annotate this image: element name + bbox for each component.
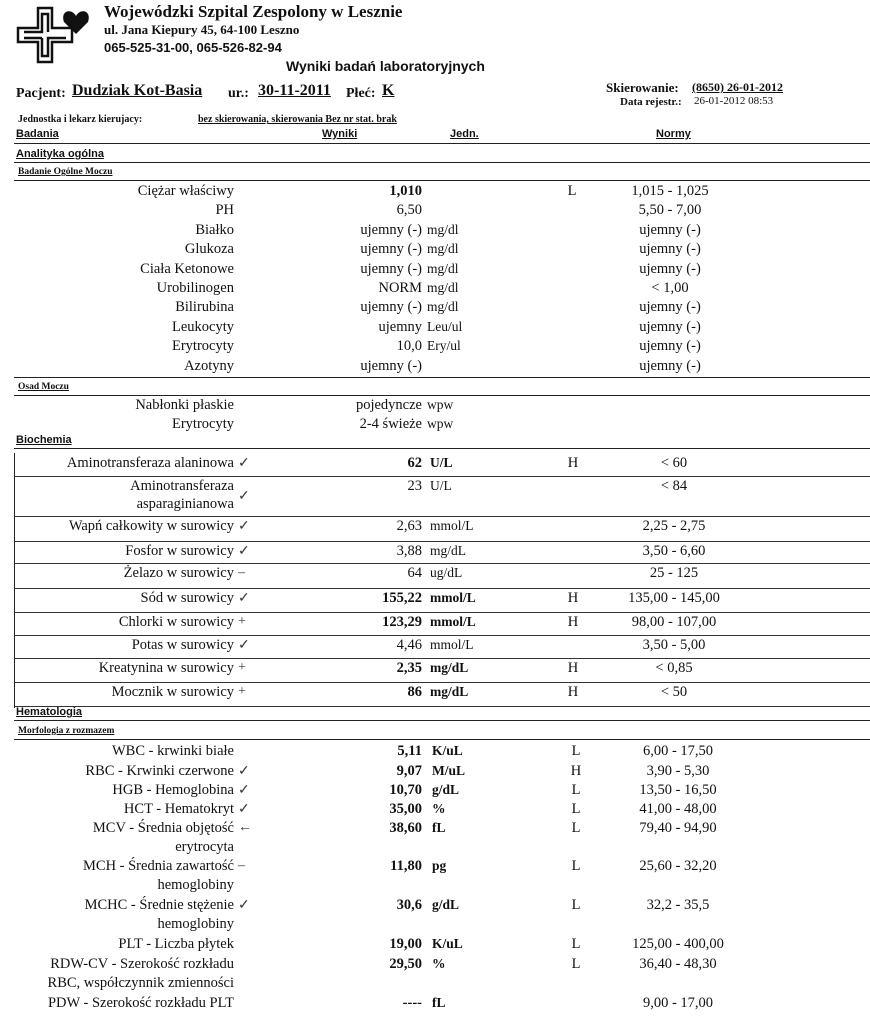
row-divider	[14, 516, 870, 517]
test-name: Ciała Ketonowe	[140, 260, 234, 277]
test-unit: g/dL	[432, 782, 460, 797]
test-flag: H	[567, 614, 579, 630]
test-result: 86	[407, 684, 422, 700]
test-unit: K/uL	[432, 936, 463, 951]
test-norm: 13,50 - 16,50	[639, 782, 717, 798]
test-result: 6,50	[396, 202, 422, 219]
row-divider	[14, 541, 870, 542]
test-name: Glukoza	[184, 241, 234, 258]
test-norm: < 0,85	[655, 660, 693, 676]
test-unit: mmol/L	[430, 518, 474, 533]
test-unit: Ery/ul	[427, 338, 461, 354]
test-result: 1,010	[389, 183, 422, 199]
test-name: Żelazo w surowicy	[123, 565, 234, 581]
test-norm: < 84	[660, 478, 688, 494]
test-name: Białko	[195, 221, 234, 238]
test-norm: 125,00 - 400,00	[632, 936, 724, 952]
test-name: Sód w surowicy	[140, 590, 234, 606]
sediment-row	[0, 397, 870, 416]
test-result: ----	[402, 995, 422, 1011]
urine-row	[0, 299, 870, 318]
test-result: 10,0	[396, 338, 422, 355]
test-norm: < 1,00	[651, 280, 689, 296]
urine-row	[0, 261, 870, 280]
test-name: Erytrocyty	[171, 416, 234, 432]
test-name: Chlorki w surowicy	[118, 614, 234, 630]
test-name-continued: hemoglobiny	[157, 916, 234, 932]
test-unit: U/L	[430, 455, 453, 470]
subsection-urine: Badanie Ogólne Moczu	[18, 167, 113, 177]
test-name: Erytrocyty	[171, 338, 234, 355]
test-norm: ujemny (-)	[639, 260, 701, 277]
column-header-unit: Jedn.	[450, 128, 479, 140]
test-name-continued: asparaginianowa	[136, 496, 234, 512]
test-norm: 79,40 - 94,90	[639, 820, 717, 836]
test-result: 9,07	[396, 763, 422, 779]
handwritten-mark: –	[238, 565, 245, 580]
handwritten-mark: ✓	[238, 898, 250, 913]
test-unit: fL	[432, 820, 446, 835]
test-norm: 5,50 - 7,00	[638, 202, 702, 219]
test-name-continued: RBC, współczynnik zmienności	[47, 975, 234, 991]
handwritten-mark: ✓	[238, 544, 250, 559]
test-flag: L	[567, 183, 577, 199]
test-flag: L	[571, 897, 581, 913]
test-name: MCHC - Średnie stężenie	[84, 897, 234, 913]
test-name: Mocznik w surowicy	[111, 684, 234, 700]
document-title: Wyniki badań laboratoryjnych	[286, 58, 485, 74]
hematology-row	[0, 820, 870, 858]
test-name: Azotyny	[184, 357, 234, 374]
test-unit: mg/dl	[427, 299, 459, 315]
urine-row	[0, 319, 870, 338]
hospital-address: ul. Jana Kiepury 45, 64-100 Leszno	[104, 22, 300, 37]
test-name: PLT - Liczba płytek	[118, 936, 234, 952]
handwritten-mark: ✓	[238, 489, 250, 504]
test-name: PDW - Szerokość rozkładu PLT	[47, 995, 234, 1011]
test-norm: 41,00 - 48,00	[639, 801, 717, 817]
test-name: Nabłonki płaskie	[135, 397, 234, 413]
test-norm: < 60	[660, 455, 688, 471]
handwritten-mark: ✓	[238, 591, 250, 606]
hematology-row	[0, 936, 870, 955]
test-norm: 9,00 - 17,00	[642, 995, 714, 1011]
row-divider	[14, 588, 870, 589]
divider	[14, 448, 870, 449]
test-result: 30,6	[396, 897, 422, 913]
test-norm: 1,015 - 1,025	[631, 183, 709, 199]
test-flag: L	[571, 820, 581, 836]
test-name: Wapń całkowity w surowicy	[68, 518, 234, 534]
biochem-row	[0, 565, 870, 585]
test-norm: 36,40 - 48,30	[639, 956, 717, 972]
test-name: MCV - Średnia objętość	[92, 820, 234, 836]
test-unit: Leu/ul	[427, 318, 463, 334]
urine-row	[0, 202, 870, 221]
test-result: 10,70	[389, 782, 422, 798]
test-unit: mg/dL	[430, 660, 469, 675]
test-unit: fL	[432, 995, 446, 1010]
test-unit: wpw	[427, 416, 454, 431]
divider	[14, 395, 870, 396]
test-result: ujemny (-)	[360, 260, 422, 277]
test-name: RBC - Krwinki czerwone	[85, 763, 234, 779]
test-norm: ujemny (-)	[639, 338, 701, 355]
test-unit: %	[432, 801, 446, 816]
test-result: 62	[407, 455, 422, 471]
section-biochemia: Biochemia	[16, 434, 72, 446]
test-norm: ujemny (-)	[639, 241, 701, 258]
test-unit: mmol/L	[430, 590, 476, 605]
test-name: RDW-CV - Szerokość rozkładu	[50, 956, 234, 972]
ordering-unit-value: bez skierowania, skierowania Bez nr stat. brak	[198, 114, 397, 125]
referral-value: (8650) 26-01-2012	[692, 80, 783, 94]
row-divider	[14, 563, 870, 564]
test-flag: H	[567, 660, 579, 676]
test-name: Leukocyty	[171, 318, 234, 335]
test-name: PH	[215, 202, 234, 219]
row-divider	[14, 658, 870, 659]
handwritten-mark: ✓	[238, 802, 250, 817]
divider	[14, 739, 870, 740]
sex-value: K	[382, 82, 395, 99]
test-unit: mg/dl	[427, 241, 459, 257]
patient-name: Dudziak Kot-Basia	[72, 82, 203, 99]
hematology-row	[0, 782, 870, 801]
test-result: 123,29	[382, 614, 422, 630]
test-unit: mg/dl	[427, 260, 459, 276]
test-flag: H	[567, 590, 579, 606]
referral-label: Skierowanie:	[606, 80, 679, 95]
test-result: 2-4 świeże	[359, 416, 422, 432]
divider	[14, 377, 870, 378]
divider	[14, 143, 870, 144]
biochem-row	[0, 543, 870, 563]
test-result: 11,80	[390, 858, 422, 874]
test-name: Aminotransferaza	[130, 478, 234, 494]
test-name: Urobilinogen	[156, 280, 234, 296]
test-flag: L	[571, 743, 581, 759]
test-norm: 32,2 - 35,5	[646, 897, 710, 913]
sex-label: Płeć:	[346, 86, 376, 101]
subsection-sediment: Osad Moczu	[18, 382, 69, 392]
handwritten-mark: –	[238, 858, 245, 873]
test-norm: 3,90 - 5,30	[646, 763, 710, 779]
row-divider	[14, 612, 870, 613]
test-norm: 2,25 - 2,75	[642, 518, 706, 534]
test-unit: mg/dL	[430, 684, 469, 699]
handwritten-mark: ←	[238, 820, 252, 835]
test-flag: L	[571, 801, 581, 817]
test-name: WBC - krwinki białe	[111, 743, 234, 759]
test-name: Bilirubina	[175, 299, 234, 316]
section-hematologia: Hematologia	[16, 706, 83, 718]
test-result: 2,63	[396, 518, 422, 534]
test-name: Fosfor w surowicy	[125, 543, 234, 559]
hospital-name: Wojewódzki Szpital Zespolony w Lesznie	[104, 2, 403, 21]
handwritten-mark: +	[238, 660, 246, 675]
test-unit: mmol/L	[430, 614, 476, 629]
test-norm: 25 - 125	[649, 565, 699, 581]
hospital-cross-logo-icon	[14, 4, 94, 68]
biochem-row	[0, 637, 870, 657]
test-name: Potas w surowicy	[131, 637, 234, 653]
test-norm: 25,60 - 32,20	[639, 858, 717, 874]
row-divider	[14, 635, 870, 636]
divider	[14, 720, 870, 721]
test-norm: < 50	[660, 684, 688, 700]
test-name: MCH - Średnia zawartość	[83, 858, 234, 874]
biochem-row	[0, 614, 870, 634]
test-unit: g/dL	[432, 897, 460, 912]
test-norm: ujemny (-)	[639, 357, 701, 374]
urine-row	[0, 241, 870, 260]
hematology-row	[0, 897, 870, 935]
biochem-row	[0, 518, 870, 538]
test-norm: ujemny (-)	[639, 221, 701, 238]
handwritten-mark: +	[238, 684, 246, 699]
test-norm: 3,50 - 5,00	[642, 637, 706, 653]
test-unit: mg/dl	[427, 221, 459, 237]
test-unit: wpw	[427, 397, 454, 412]
test-result: 19,00	[389, 936, 422, 952]
test-result: 5,11	[397, 743, 422, 759]
test-unit: %	[432, 956, 446, 971]
test-norm: 3,50 - 6,60	[642, 543, 706, 559]
test-unit: mg/dl	[427, 280, 459, 295]
urine-row	[0, 358, 870, 377]
divider	[14, 180, 870, 181]
hematology-row	[0, 858, 870, 896]
test-unit: pg	[432, 858, 447, 873]
test-flag: L	[571, 858, 581, 874]
hematology-row	[0, 763, 870, 782]
ordering-unit-label: Jednostka i lekarz kierujacy:	[18, 114, 143, 125]
handwritten-mark: ✓	[238, 638, 250, 653]
dob-label: ur.:	[228, 86, 249, 101]
test-norm: 135,00 - 145,00	[628, 590, 720, 606]
test-result: ujemny (-)	[360, 357, 422, 374]
test-unit: M/uL	[432, 763, 466, 778]
test-flag: H	[567, 684, 579, 700]
row-divider	[14, 706, 870, 707]
test-result: 2,35	[396, 660, 422, 676]
hematology-row	[0, 995, 870, 1014]
test-unit: mmol/L	[430, 637, 474, 652]
column-header-norms: Normy	[656, 128, 691, 140]
test-norm: 98,00 - 107,00	[631, 614, 717, 630]
dob-value: 30-11-2011	[258, 82, 331, 99]
urine-row	[0, 222, 870, 241]
test-flag: L	[571, 956, 581, 972]
handwritten-mark: ✓	[238, 456, 250, 471]
test-name: HCT - Hematokryt	[123, 801, 234, 817]
urine-row	[0, 280, 870, 299]
test-result: 23	[407, 478, 422, 494]
hematology-row	[0, 956, 870, 994]
test-norm: 6,00 - 17,50	[642, 743, 714, 759]
test-flag: L	[571, 936, 581, 952]
test-norm: ujemny (-)	[639, 318, 701, 335]
biochem-row	[0, 590, 870, 610]
test-flag: L	[571, 782, 581, 798]
registration-date-label: Data rejestr.:	[620, 96, 682, 108]
test-result: 38,60	[389, 820, 422, 836]
test-name: Aminotransferaza alaninowa	[66, 455, 234, 471]
biochem-row	[0, 478, 870, 516]
row-divider	[14, 476, 870, 477]
column-header-tests: Badania	[16, 128, 59, 140]
test-norm: ujemny (-)	[639, 299, 701, 316]
handwritten-mark: ✓	[238, 783, 250, 798]
test-result: 155,22	[382, 590, 422, 606]
handwritten-mark: ✓	[238, 519, 250, 534]
test-result: 64	[407, 565, 422, 581]
urine-row	[0, 338, 870, 357]
hematology-row	[0, 743, 870, 762]
biochem-row	[0, 660, 870, 680]
handwritten-mark: +	[238, 614, 246, 629]
test-result: ujemny (-)	[360, 241, 422, 258]
registration-date-value: 26-01-2012 08:53	[694, 95, 774, 107]
test-unit: ug/dL	[430, 565, 463, 580]
test-unit: mg/dL	[430, 543, 466, 558]
column-header-results: Wyniki	[322, 128, 358, 140]
divider	[14, 162, 870, 163]
test-name-continued: erytrocyta	[175, 839, 234, 855]
test-unit: K/uL	[432, 743, 463, 758]
patient-label: Pacjent:	[16, 86, 66, 101]
biochem-row	[0, 684, 870, 704]
test-flag: H	[567, 455, 579, 471]
test-unit: U/L	[430, 478, 452, 493]
section-analityka: Analityka ogólna	[16, 148, 105, 160]
test-name: HGB - Hemoglobina	[112, 782, 234, 798]
test-result: ujemny	[378, 318, 422, 335]
sediment-row	[0, 416, 870, 435]
test-result: 3,88	[396, 543, 422, 559]
test-result: NORM	[378, 280, 422, 296]
test-name: Kreatynina w surowicy	[98, 660, 234, 676]
urine-row	[0, 183, 870, 202]
subsection-morphology: Morfologia z rozmazem	[18, 726, 115, 736]
test-result: pojedyncze	[355, 397, 422, 413]
hematology-row	[0, 801, 870, 820]
test-name: Ciężar właściwy	[137, 183, 234, 199]
biochem-row	[0, 455, 870, 475]
test-result: 29,50	[389, 956, 422, 972]
test-result: 35,00	[389, 801, 422, 817]
test-result: ujemny (-)	[360, 221, 422, 238]
row-divider	[14, 682, 870, 683]
handwritten-mark: ✓	[238, 764, 250, 779]
test-name-continued: hemoglobiny	[157, 877, 234, 893]
test-result: ujemny (-)	[360, 299, 422, 316]
test-result: 4,46	[396, 637, 422, 653]
test-flag: H	[570, 763, 582, 779]
hospital-phones: 065-525-31-00, 065-526-82-94	[104, 40, 282, 55]
